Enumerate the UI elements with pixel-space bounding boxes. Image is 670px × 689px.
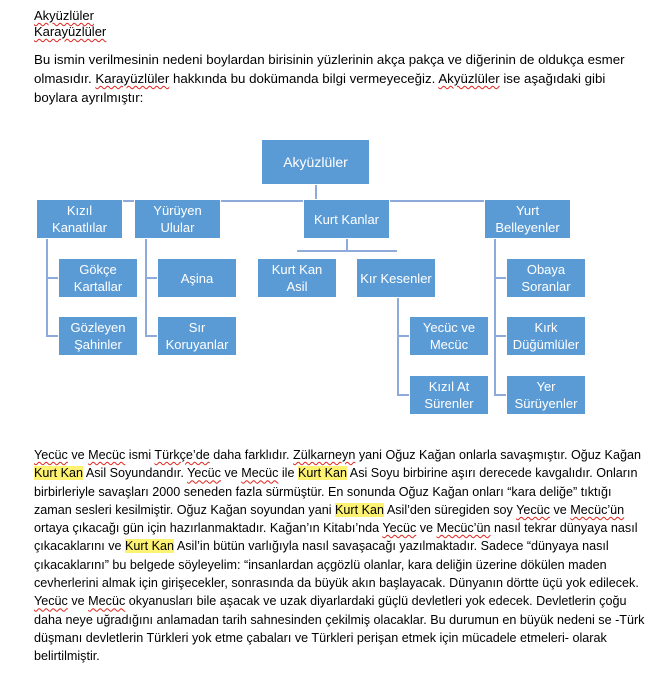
spellcheck-word: Yecüc [187, 466, 221, 481]
text-run: yani Oğuz Kağan onlarla savaşmıştır. Oğuz Kağan [355, 448, 641, 462]
text-run: nasıl tekrar dünyaya nasıl çıkacaklarını ve [34, 521, 638, 554]
connector-yuruyen-children [145, 238, 147, 337]
connector-to-yer [494, 394, 506, 396]
text-run: Asil’in bütün varlığıyla nasıl savaşacağı yazılmaktadır. Sadece “dünyaya nasıl çıkacaklarını” bu belgede söyleyelim: “insanlardan açgözlü olanlar, kara deliğin üzerine dökülen maden cevherlerini almak için girişecekler, sonrasında da büyük akın başlayacak. Dünyanın dörtte üçü yok edilecek. [34, 539, 639, 591]
text-run: ile [278, 466, 298, 481]
text-run: okyanusları bile aşacak ve uzak diyarlardaki güçlü devletleri yok edecek. Devletlerin çoğu daha neye uğradığını anlamadan tarih sahnesinden çekilmiş olacaklar. Bu durumun en büyük nedeni se -Türk düşmanı devletlerin Türkleri yok etme çabaları ve Türkleri perişan etmek için mücadele etmeleri- olarak belirtilmiştir. [34, 594, 645, 664]
connector-to-gokce [46, 277, 58, 279]
node-yecuc-ve-mecuc: Yecüc ve Mecüc [409, 316, 489, 356]
highlighted-text: Kurt Kan [335, 502, 385, 517]
node-kir-kesenler: Kır Kesenler [356, 258, 436, 298]
text-run: ve [220, 466, 242, 481]
node-kurt-kan-asil: Kurt Kan Asil [257, 258, 337, 298]
spellcheck-word: Akyüzlüler [438, 71, 500, 86]
node-kizil-kanatlilar: Kızıl Kanatlılar [36, 199, 123, 239]
connector-kizil-children [46, 238, 48, 337]
connector-to-kizilat [397, 394, 409, 396]
node-yuruyen-ulular: Yürüyen Ulular [134, 199, 221, 239]
heading-akyuzluler: Akyüzlüler [34, 8, 94, 23]
connector-to-gozleyen [46, 335, 58, 337]
text-run: ve [416, 521, 437, 536]
node-obaya-soranlar: Obaya Soranlar [506, 258, 586, 298]
spellcheck-word: Mecüc [241, 466, 279, 481]
highlighted-text: Kurt Kan [297, 466, 347, 481]
spellcheck-word: Yecüc [516, 502, 550, 517]
text-run: hakkında bu dokümanda bilgi vermeyeceğiz. [169, 71, 439, 86]
node-yer-suruyenler: Yer Sürüyenler [506, 375, 586, 415]
node-kirk-dugumluler: Kırk Düğümlüler [506, 316, 586, 356]
connector-to-asina [145, 277, 157, 279]
highlighted-text: Kurt Kan [125, 539, 175, 554]
node-gozleyen-sahinler: Gözleyen Şahinler [58, 316, 138, 356]
highlighted-text: Kurt Kan [34, 466, 84, 481]
node-asina: Aşina [157, 258, 237, 298]
connector-yurt-children [494, 238, 496, 396]
text-run: ismi [125, 448, 155, 462]
spellcheck-word: Türkçe’de [154, 448, 210, 462]
text-run: ise aşağıdaki gibi boylara ayrılmıştır: [34, 71, 606, 105]
spellcheck-word: Mecüc’ün [436, 521, 491, 536]
spellcheck-word: Yecüc [34, 448, 68, 462]
connector-kurt-bar [297, 250, 397, 252]
connector-to-kirk [494, 335, 506, 337]
node-kizil-at-surenler: Kızıl At Sürenler [409, 375, 489, 415]
text-run: daha farklıdır. [209, 448, 294, 462]
text-run: ve [549, 502, 571, 517]
body-paragraph [34, 446, 646, 666]
text-run: ve [67, 448, 89, 462]
text-run: Asi Soyu birbirine aşırı derecede kavgalıdır. Onların birbirleriyle savaşları 2000 seneden fazla sürmüştür. En sonunda Oğuz Kağan onları “kara deliğe” tıktığı zaman sesleri kesilmiştir. Oğuz Kağan soyundan yani [34, 466, 638, 517]
spellcheck-word: Mecüc’ün [570, 502, 625, 517]
spellcheck-word: Mecüc [88, 448, 126, 462]
connector-to-sir [145, 335, 157, 337]
node-sir-koruyanlar: Sır Koruyanlar [157, 316, 237, 356]
spellcheck-word: Zülkarneyn [293, 448, 356, 462]
spellcheck-word: Yecüc [34, 594, 68, 609]
connector-kir-children [397, 298, 399, 396]
text-run: Bu ismin verilmesinin nedeni boylardan birisinin yüzlerinin akça pakça ve diğerinin de oldukça esmer olmasıdır. [34, 52, 625, 86]
text-run: Asil Soyundandır. [83, 466, 188, 481]
text-run: ortaya çıkacağı gün için hazırlanmaktadır. Kağan’ın Kitabı’nda [34, 521, 383, 536]
spellcheck-word: Yecüc [382, 521, 417, 536]
spellcheck-word: Mecüc [88, 594, 126, 609]
node-kurt-kanlar: Kurt Kanlar [303, 199, 390, 239]
node-gokce-kartallar: Gökçe Kartallar [58, 258, 138, 298]
text-run: ve [67, 594, 89, 609]
spellcheck-word: Karayüzlüler [95, 71, 170, 86]
text-run: Asil’den süregiden soy [384, 502, 517, 517]
connector-to-obaya [494, 277, 506, 279]
heading-karayuzluler: Karayüzlüler [34, 24, 107, 39]
connector-to-yecuc [397, 335, 409, 337]
node-akyuzluler: Akyüzlüler [261, 139, 370, 185]
node-yurt-belleyenler: Yurt Belleyenler [484, 199, 571, 239]
